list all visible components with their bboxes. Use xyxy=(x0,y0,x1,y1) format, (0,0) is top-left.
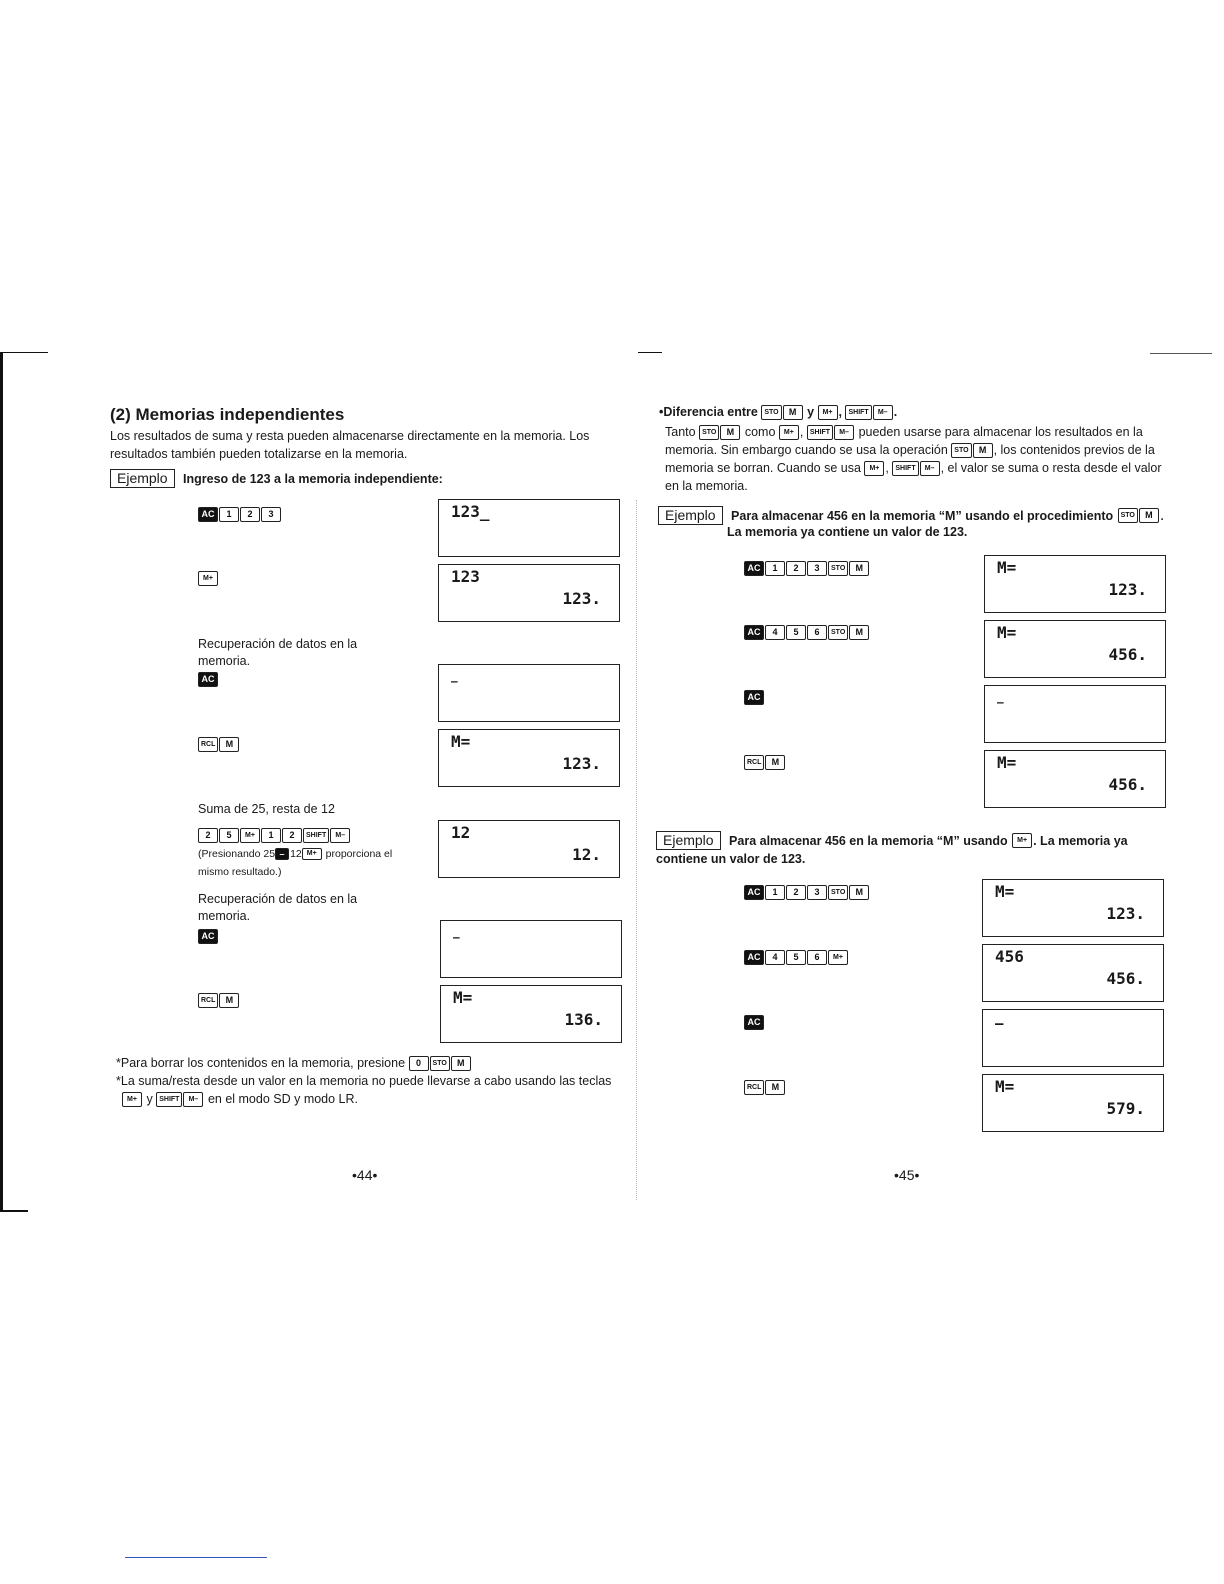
key-sequence-r2 xyxy=(744,624,870,642)
shift-key: SHIFT xyxy=(303,828,329,843)
display-top: M= xyxy=(451,732,471,751)
rcl-key: RCL xyxy=(198,993,218,1008)
display-screen xyxy=(440,985,622,1043)
m-plus-key: M+ xyxy=(864,461,884,476)
key-sequence-1 xyxy=(198,506,282,524)
ac-key: AC xyxy=(744,561,764,576)
footnote-2-end: en el modo SD y modo LR. xyxy=(207,1092,359,1106)
display-screen xyxy=(438,664,620,722)
m-key: M xyxy=(783,405,803,420)
display-top: M= xyxy=(997,623,1017,642)
m-plus-key: M+ xyxy=(240,828,260,843)
key-3: 3 xyxy=(261,507,281,522)
display-value: 123. xyxy=(1106,904,1145,923)
display-value: 456. xyxy=(1108,645,1147,664)
center-gutter xyxy=(636,500,638,1200)
example-label: Ejemplo xyxy=(656,831,721,850)
display-top: – xyxy=(995,1016,1004,1032)
recover-text-2: Recuperación de datos en la memoria. xyxy=(198,892,358,923)
example-label: Ejemplo xyxy=(658,506,723,525)
display-value: 136. xyxy=(564,1010,603,1029)
footnote-2-text: *La suma/resta desde un valor en la memoria no puede llevarse a cabo usando las teclas xyxy=(116,1074,612,1088)
display-screen xyxy=(982,1009,1164,1067)
sto-key: STO xyxy=(699,425,719,440)
key-4: 4 xyxy=(765,950,785,965)
m-minus-key: M– xyxy=(834,425,854,440)
display-top: 123 xyxy=(451,567,480,586)
example-1-title-a: Para almacenar 456 en la memoria “M” usando el procedimiento xyxy=(731,509,1114,523)
example-1-title-b: La memoria ya contiene un valor de 123. xyxy=(727,525,968,539)
m-key: M xyxy=(219,993,239,1008)
sto-key: STO xyxy=(1118,508,1138,523)
display-value: 12. xyxy=(572,845,601,864)
rcl-key: RCL xyxy=(744,1080,764,1095)
display-screen xyxy=(984,685,1166,743)
minus-key: – xyxy=(275,848,289,860)
display-screen xyxy=(984,555,1166,613)
display-value: 123. xyxy=(562,754,601,773)
key-sequence-5 xyxy=(198,827,351,845)
display-top: – xyxy=(451,675,458,688)
key-4: 4 xyxy=(765,625,785,640)
display-top: 12 xyxy=(451,823,471,842)
m-minus-key: M– xyxy=(330,828,350,843)
display-top: 456 xyxy=(995,947,1024,966)
recover-text-1: Recuperación de datos en la memoria. xyxy=(198,637,358,668)
m-minus-key: M– xyxy=(183,1092,203,1107)
m-key: M xyxy=(219,737,239,752)
m-minus-key: M– xyxy=(920,461,940,476)
key-1: 1 xyxy=(219,507,239,522)
key-5: 5 xyxy=(219,828,239,843)
footnote-2-y: y xyxy=(146,1092,153,1106)
alt-note xyxy=(198,845,408,881)
sum-title: Suma de 25, resta de 12 xyxy=(198,802,335,816)
display-screen xyxy=(982,1074,1164,1132)
key-sequence-r6 xyxy=(744,949,849,967)
shift-key: SHIFT xyxy=(845,405,871,420)
m-plus-key: M+ xyxy=(828,950,848,965)
key-5: 5 xyxy=(786,625,806,640)
difference-tanto: Tanto xyxy=(665,425,696,439)
rcl-key: RCL xyxy=(198,737,218,752)
display-top: M= xyxy=(997,753,1017,772)
display-value: 579. xyxy=(1106,1099,1145,1118)
key-2: 2 xyxy=(240,507,260,522)
m-plus-key: M+ xyxy=(818,405,838,420)
sto-key: STO xyxy=(828,625,848,640)
key-2: 2 xyxy=(786,885,806,900)
footnote-1 xyxy=(116,1054,472,1072)
key-sequence-r4 xyxy=(744,754,786,772)
display-screen xyxy=(438,820,620,878)
key-6: 6 xyxy=(807,950,827,965)
crop-mark-left-bottom xyxy=(0,1210,28,1212)
m-key: M xyxy=(765,1080,785,1095)
display-screen xyxy=(440,920,622,978)
display-screen xyxy=(984,620,1166,678)
intro-text: Los resultados de suma y resta pueden almacenarse directamente en la memoria. Los resultados también pueden totalizarse en la memoria. xyxy=(110,429,590,461)
m-key: M xyxy=(451,1056,471,1071)
key-5: 5 xyxy=(786,950,806,965)
m-plus-key: M+ xyxy=(779,425,799,440)
key-sequence-6 xyxy=(198,928,219,946)
m-plus-key: M+ xyxy=(302,848,322,860)
page-number-left: •44• xyxy=(352,1167,378,1183)
key-sequence-3 xyxy=(198,671,219,689)
difference-rest-2: , los contenidos previos de la memoria se borran. Cuando se usa xyxy=(665,443,1155,475)
display-screen xyxy=(982,944,1164,1002)
ac-key: AC xyxy=(744,950,764,965)
example-label: Ejemplo xyxy=(110,469,175,488)
difference-title: •Diferencia entre STO M y M+ , SHIFT M– . xyxy=(659,405,898,419)
ac-key: AC xyxy=(744,885,764,900)
display-top: M= xyxy=(453,988,473,1007)
key-sequence-4 xyxy=(198,736,240,754)
display-value: 123. xyxy=(562,589,601,608)
m-key: M xyxy=(849,561,869,576)
key-sequence-r7 xyxy=(744,1014,765,1032)
alt-note-mid: 12 xyxy=(290,848,302,860)
display-top: M= xyxy=(995,882,1015,901)
m-plus-key: M+ xyxy=(1012,833,1032,848)
key-2: 2 xyxy=(282,828,302,843)
key-3: 3 xyxy=(807,561,827,576)
display-value: 456. xyxy=(1106,969,1145,988)
sto-key: STO xyxy=(430,1056,450,1071)
example-title: Ingreso de 123 a la memoria independiente: xyxy=(183,472,443,486)
key-1: 1 xyxy=(261,828,281,843)
difference-title-a: •Diferencia entre xyxy=(659,405,758,419)
example-heading-right-1: Ejemplo Para almacenar 456 en la memoria “M” usando el procedimiento STO M . xyxy=(658,506,1178,525)
sto-key: STO xyxy=(828,561,848,576)
key-1: 1 xyxy=(765,561,785,576)
key-0: 0 xyxy=(409,1056,429,1071)
shift-key: SHIFT xyxy=(892,461,918,476)
difference-rest-1: pueden usarse para almacenar los resultados en la memoria. Sin embargo cuando se usa la operación xyxy=(665,425,1143,457)
m-key: M xyxy=(973,443,993,458)
display-screen xyxy=(438,499,620,557)
crop-mark-left xyxy=(0,352,3,1212)
alt-note-suffix: proporciona el mismo resultado.) xyxy=(198,848,393,878)
example-heading-left xyxy=(110,469,443,488)
m-key: M xyxy=(849,885,869,900)
ac-key: AC xyxy=(198,507,218,522)
crop-mark-right xyxy=(1150,353,1212,354)
key-sequence-2 xyxy=(198,570,219,588)
key-sequence-r8 xyxy=(744,1079,786,1097)
key-sequence-r5 xyxy=(744,884,870,902)
display-screen xyxy=(438,564,620,622)
sto-key: STO xyxy=(951,443,971,458)
difference-rest-3: , el valor se suma o resta desde el valor en la memoria. xyxy=(665,461,1162,493)
m-plus-key: M+ xyxy=(122,1092,142,1107)
key-sequence-r1 xyxy=(744,560,870,578)
m-key: M xyxy=(765,755,785,770)
footnote-1-text: *Para borrar los contenidos en la memoria, presione xyxy=(116,1056,406,1070)
example-heading-right-2 xyxy=(656,831,1176,868)
sto-key: STO xyxy=(761,405,781,420)
crop-mark-left-top xyxy=(0,352,48,353)
key-sequence-7 xyxy=(198,992,240,1010)
footnote-2 xyxy=(116,1072,626,1108)
display-screen xyxy=(438,729,620,787)
bottom-line xyxy=(125,1557,267,1558)
ac-key: AC xyxy=(198,672,218,687)
difference-body: Tanto STO M como M+ , SHIFT M– pueden usarse para almacenar los resultados en la memoria. Sin embargo cuando se usa la operación STO M , los contenidos previos de la memoria se borran. Cuando se usa M+ , SHIFT M– , el valor se suma o resta desde el valor en la memoria. xyxy=(665,425,1162,493)
m-key: M xyxy=(720,425,740,440)
ac-key: AC xyxy=(744,1015,764,1030)
section-title: (2) Memorias independientes xyxy=(110,405,345,424)
m-key: M xyxy=(849,625,869,640)
shift-key: SHIFT xyxy=(156,1092,182,1107)
key-6: 6 xyxy=(807,625,827,640)
shift-key: SHIFT xyxy=(807,425,833,440)
key-1: 1 xyxy=(765,885,785,900)
display-top: M= xyxy=(997,558,1017,577)
example-2-title-b: . La memoria ya contiene un valor de 123. xyxy=(656,834,1128,866)
page-number-right: •45• xyxy=(894,1167,920,1183)
ac-key: AC xyxy=(744,625,764,640)
difference-como: como xyxy=(744,425,776,439)
display-screen xyxy=(984,750,1166,808)
display-top: M= xyxy=(995,1077,1015,1096)
display-top: – xyxy=(997,696,1004,709)
rcl-key: RCL xyxy=(744,755,764,770)
key-3: 3 xyxy=(807,885,827,900)
display-top: – xyxy=(453,931,460,944)
key-2: 2 xyxy=(786,561,806,576)
crop-mark-center xyxy=(638,352,662,353)
display-screen xyxy=(982,879,1164,937)
difference-title-y: y xyxy=(807,405,815,419)
ac-key: AC xyxy=(744,690,764,705)
m-key: M xyxy=(1139,508,1159,523)
ac-key: AC xyxy=(198,929,218,944)
key-2: 2 xyxy=(198,828,218,843)
sto-key: STO xyxy=(828,885,848,900)
m-minus-key: M– xyxy=(873,405,893,420)
display-top: 123_ xyxy=(451,502,490,521)
key-sequence-r3 xyxy=(744,689,765,707)
example-2-title-a: Para almacenar 456 en la memoria “M” usando xyxy=(729,834,1008,848)
m-plus-key: M+ xyxy=(198,571,218,586)
display-value: 456. xyxy=(1108,775,1147,794)
alt-note-prefix: (Presionando 25 xyxy=(198,848,276,860)
display-value: 123. xyxy=(1108,580,1147,599)
